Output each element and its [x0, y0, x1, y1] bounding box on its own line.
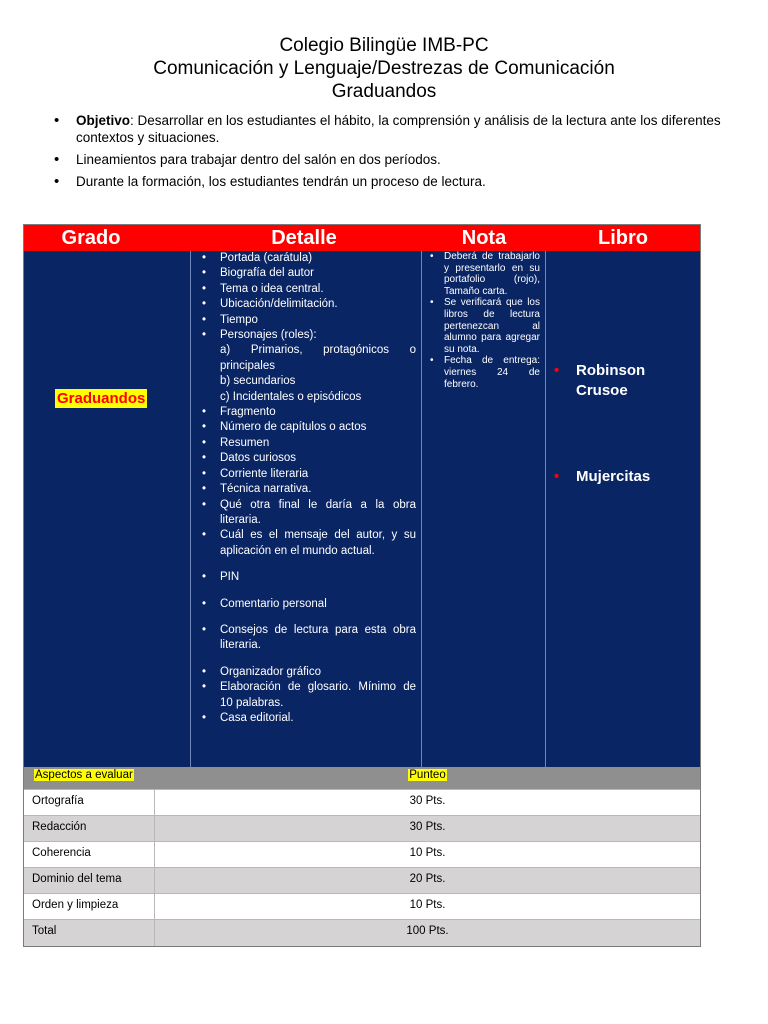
- aspect-cell: Orden y limpieza: [32, 899, 119, 911]
- libro-list-2: [554, 467, 694, 487]
- detalle-item: • Número de capítulos o actos: [198, 420, 416, 435]
- detalle-list: [198, 251, 416, 726]
- score-cell: 10 Pts.: [409, 899, 446, 911]
- detalle-item: • Fragmento: [198, 405, 416, 420]
- nota-item: • Se verificará que los libros de lectura pertenezcan al alumno para agregar su nota.: [428, 297, 540, 355]
- table-row: [24, 816, 700, 842]
- table-row: [24, 894, 700, 920]
- intro-item-guidelines: • Lineamientos para trabajar dentro del salón en dos períodos.: [52, 151, 742, 168]
- score-cell: 20 Pts.: [409, 873, 446, 885]
- aspect-cell: Redacción: [32, 821, 87, 833]
- evaluation-header: [24, 767, 700, 790]
- aspect-cell: Dominio del tema: [32, 873, 122, 885]
- detalle-item: • Organizador gráfico: [198, 665, 416, 680]
- header-nota: Nota: [461, 227, 507, 249]
- header-grado: Grado: [61, 227, 121, 249]
- column-divider: [190, 251, 191, 767]
- aspect-cell: Ortografía: [32, 795, 84, 807]
- document-title: [0, 34, 768, 103]
- table-body: [24, 251, 700, 767]
- detalle-subitem: c) Incidentales o episódicos: [220, 390, 362, 403]
- detalle-subitem: a) Primarios, protagónicos o principales: [220, 344, 416, 372]
- score-cell: 30 Pts.: [409, 821, 446, 833]
- grado-value: Graduandos: [57, 390, 146, 407]
- evaluation-header-score: [155, 767, 700, 783]
- detalle-item: • Resumen: [198, 436, 416, 451]
- table-row: [24, 790, 700, 816]
- score-cell: 30 Pts.: [409, 795, 446, 807]
- detalle-item: • Qué otra final le daría a la obra literaria.: [198, 498, 416, 529]
- score-cell: 100 Pts.: [406, 925, 449, 937]
- libro-list-1: [554, 361, 694, 401]
- score-cell: 10 Pts.: [409, 847, 446, 859]
- objective-text: : Desarrollar en los estudiantes el hábito, la comprensión y análisis de la lectura ante los diferentes contextos y situaciones.: [76, 113, 721, 145]
- table-row: [24, 868, 700, 894]
- detalle-item: • Corriente literaria: [198, 467, 416, 482]
- intro-item-objective: [52, 112, 742, 146]
- evaluation-table: [24, 767, 700, 946]
- table-header: [24, 225, 700, 251]
- detalle-item: • Comentario personal: [198, 597, 416, 612]
- detalle-item: • Consejos de lectura para esta obra literaria.: [198, 623, 416, 654]
- detalle-item: • Ubicación/delimitación.: [198, 297, 416, 312]
- evaluation-header-aspect: [34, 767, 134, 783]
- detalle-item: • Datos curiosos: [198, 451, 416, 466]
- libro-item: • Mujercitas: [554, 467, 694, 487]
- intro-item-formation: • Durante la formación, los estudiantes tendrán un proceso de lectura.: [52, 173, 742, 190]
- detalle-item: • Cuál es el mensaje del autor, y su aplicación en el mundo actual.: [198, 528, 416, 559]
- detalle-item: • Tiempo: [198, 313, 416, 328]
- detalle-item: • Personajes (roles):: [198, 328, 416, 343]
- reading-table: [23, 224, 701, 947]
- detalle-item: • Técnica narrativa.: [198, 482, 416, 497]
- detalle-item: • Portada (carátula): [198, 251, 416, 266]
- table-row: [24, 842, 700, 868]
- table-row-total: [24, 920, 700, 946]
- column-divider: [545, 251, 546, 767]
- detalle-item: • PIN: [198, 570, 416, 585]
- header-libro: Libro: [598, 227, 648, 249]
- course-name: Comunicación y Lenguaje/Destrezas de Comunicación: [153, 58, 615, 79]
- detalle-item: • Biografía del autor: [198, 266, 416, 281]
- aspect-cell: Coherencia: [32, 847, 91, 859]
- score-header-label: Punteo: [409, 769, 446, 781]
- nota-list: [428, 251, 540, 390]
- detalle-item: • Tema o idea central.: [198, 282, 416, 297]
- column-divider: [421, 251, 422, 767]
- intro-list: [52, 112, 742, 195]
- header-detalle: Detalle: [271, 227, 337, 249]
- aspect-header-label: Aspectos a evaluar: [35, 769, 133, 781]
- nota-item: • Fecha de entrega: viernes 24 de febrero.: [428, 355, 540, 390]
- aspect-cell: Total: [32, 925, 57, 937]
- school-name: Colegio Bilingüe IMB-PC: [279, 35, 489, 56]
- group-name: Graduandos: [331, 81, 437, 102]
- detalle-subitem: b) secundarios: [220, 375, 296, 388]
- nota-item: • Deberá de trabajarlo y presentarlo en su portafolio (rojo), Tamaño carta.: [428, 251, 540, 297]
- detalle-item: • Elaboración de glosario. Mínimo de 10 palabras.: [198, 680, 416, 711]
- objective-label: Objetivo: [76, 113, 131, 128]
- detalle-item: • Casa editorial.: [198, 711, 416, 726]
- libro-item: • Robinson Crusoe: [554, 361, 694, 401]
